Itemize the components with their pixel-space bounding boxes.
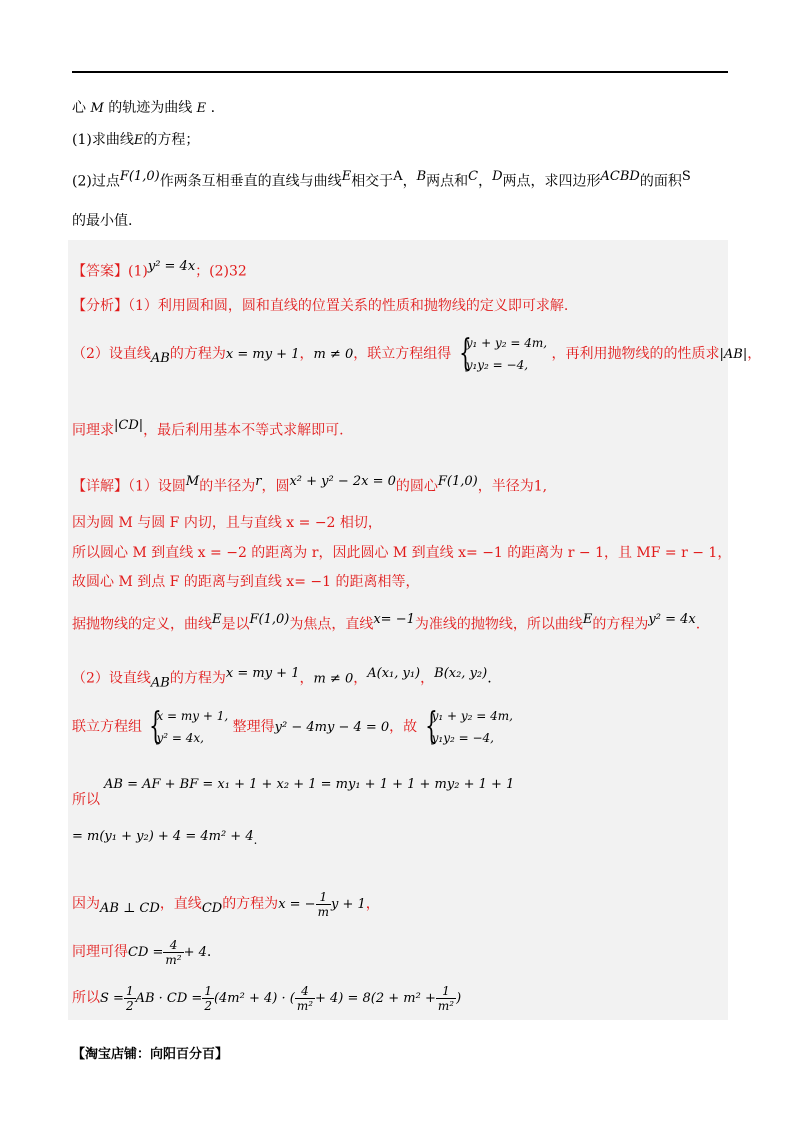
- math-AB: AB: [150, 350, 170, 366]
- fraction: [316, 890, 331, 919]
- math-eq: AB ⊥ CD: [100, 900, 160, 916]
- math-eq: x² + y² − 2x = 0: [289, 474, 396, 489]
- math-E: E: [582, 612, 593, 627]
- numerator: 1: [204, 983, 212, 998]
- math-AB: AB: [150, 675, 170, 691]
- math-eq: CD =: [128, 945, 164, 960]
- text: .: [487, 670, 492, 687]
- text: ，联立方程组得: [353, 346, 452, 362]
- text: 联立方程组: [72, 719, 142, 735]
- math-E: E: [133, 133, 144, 148]
- text: （2）设直线: [72, 670, 151, 687]
- text: 为焦点，直线: [289, 616, 374, 633]
- text: ，半径为1,: [477, 478, 548, 495]
- text: 整理得: [232, 719, 275, 735]
- text: 的最小值.: [72, 213, 133, 229]
- math-eq: + 4) = 8(2 + m² +: [315, 991, 436, 1006]
- text: 的轨迹为曲线: [108, 100, 193, 116]
- math-E: E: [341, 169, 352, 184]
- math-F-point: F(1,0): [437, 474, 478, 489]
- equation-system: [146, 705, 228, 749]
- detail-part2-line-7: [72, 978, 461, 1019]
- detail-part2-line-2: [72, 705, 513, 750]
- text: 因为: [72, 896, 100, 912]
- math-point-A: A(x₁, y₁): [367, 666, 421, 681]
- math-eq: x = my + 1: [225, 347, 300, 362]
- math-point-B: B(x₂, y₂): [434, 666, 488, 681]
- text: .: [210, 100, 216, 116]
- analysis-line-1: [72, 296, 568, 316]
- math-S: S: [681, 169, 691, 184]
- numerator: 1: [125, 983, 134, 998]
- text: 同理求: [72, 422, 114, 439]
- text: 的方程为: [169, 670, 226, 687]
- math-C: C: [468, 169, 479, 184]
- numerator: 4: [295, 984, 315, 999]
- text: 为准线的抛物线，所以曲线: [414, 616, 583, 633]
- math-ACBD: ACBD: [600, 169, 640, 184]
- text: 的方程为: [222, 896, 279, 912]
- fraction: [163, 938, 183, 967]
- analysis-line-2: [72, 332, 761, 376]
- text: ，: [299, 346, 314, 362]
- text: 相交于: [351, 173, 394, 190]
- text: 的半径为: [199, 478, 256, 495]
- text: .: [206, 944, 212, 960]
- text: 两点，求四边形: [502, 173, 601, 190]
- system-row: { y₁ + y₂ = 4m,: [431, 709, 513, 723]
- detail-label: 【详解】: [72, 478, 128, 495]
- problem-line-0: [72, 98, 215, 119]
- text: 所以: [72, 990, 100, 1006]
- answer-label: 【答案】(1): [72, 263, 148, 280]
- fraction: [436, 984, 456, 1013]
- text: ，: [365, 896, 380, 912]
- math-CD: CD: [201, 900, 223, 916]
- denominator: m²: [165, 952, 182, 967]
- math-eq: AB · CD =: [135, 991, 203, 1006]
- equation-system: [456, 332, 547, 376]
- text: 的方程为: [592, 616, 649, 633]
- system-row: { y₁ + y₂ = 4m,: [465, 336, 548, 350]
- analysis-label: 【分析】: [72, 298, 128, 314]
- text: ，最后利用基本不等式求解即可.: [143, 422, 344, 439]
- text: 的面积: [639, 173, 682, 190]
- numerator: 1: [316, 890, 331, 905]
- fraction: [124, 984, 136, 1013]
- math-eq: y² = 4x: [147, 259, 196, 274]
- math-F-point: F(1,0): [119, 169, 160, 184]
- math-E: E: [196, 101, 207, 116]
- text: （1）利用圆和圆，圆和直线的位置关系的性质和抛物线的定义即可求解.: [128, 298, 569, 314]
- math-eq: y + 1: [330, 897, 366, 912]
- denominator: m: [317, 904, 329, 919]
- math-D: D: [492, 169, 503, 184]
- detail-line-5: [72, 610, 700, 635]
- detail-line-3: [72, 543, 731, 563]
- detail-part2-line-6: [72, 932, 211, 973]
- denominator: 2: [125, 998, 134, 1013]
- text: ，故: [389, 719, 418, 735]
- math-A: A: [393, 169, 403, 184]
- denominator: m²: [296, 998, 314, 1013]
- math-E: E: [212, 612, 222, 627]
- detail-part2-label-so: [72, 790, 100, 810]
- detail-part2-line-4: [72, 826, 257, 850]
- math-eq: S =: [100, 991, 124, 1006]
- text: 的方程；: [143, 132, 200, 148]
- math-eq: + 4: [183, 945, 207, 960]
- math-eq: = m(y₁ + y₂) + 4 = 4m² + 4: [72, 829, 254, 844]
- fraction: [295, 984, 315, 1013]
- text: ，: [402, 173, 417, 190]
- math-r: r: [255, 474, 262, 489]
- detail-part2-line-3: [104, 774, 514, 795]
- system-row: y₁y₂ = −4,: [465, 358, 529, 372]
- math-eq: m ≠ 0: [313, 671, 354, 687]
- math-eq: x= −1: [373, 612, 415, 627]
- text: 同理可得: [72, 944, 128, 960]
- math-eq: ): [456, 991, 462, 1006]
- math-abs-CD: |CD|: [114, 418, 144, 433]
- footer-shop: 【淘宝店铺：向阳百分百】: [72, 1047, 229, 1062]
- text: ，直线: [159, 896, 202, 912]
- question-2: [72, 167, 691, 192]
- answer-line: [72, 257, 247, 282]
- detail-line-4: [72, 572, 419, 592]
- text: 据抛物线的定义，曲线: [72, 616, 212, 633]
- text: 因为圆 M 与圆 F 内切，且与直线 x = −2 相切，: [72, 515, 382, 531]
- math-M: M: [185, 474, 200, 489]
- detail-line-1: [72, 472, 547, 497]
- text: .: [253, 832, 258, 847]
- text: ；(2)32: [195, 263, 247, 280]
- denominator: 2: [204, 998, 212, 1013]
- text: 作两条互相垂直的直线与曲线: [159, 173, 342, 190]
- numerator: 1: [436, 984, 456, 999]
- denominator: m²: [437, 998, 455, 1013]
- text: 故圆心 M 到点 F 的距离与到直线 x= −1 的距离相等，: [72, 574, 420, 590]
- detail-line-2: [72, 513, 382, 533]
- math-eq: m ≠ 0: [313, 347, 354, 362]
- text: ，再利用抛物线的的性质求: [551, 346, 720, 362]
- system-row: y₁y₂ = −4,: [431, 731, 494, 745]
- math-eq: y² = 4x: [648, 612, 696, 627]
- text: ，: [747, 346, 762, 362]
- text: ，: [420, 670, 435, 687]
- text: ，圆: [261, 478, 290, 495]
- text: 心: [72, 100, 86, 116]
- math-eq: x = my + 1: [225, 666, 300, 681]
- question-1: [72, 130, 199, 151]
- text: (2)过点: [72, 173, 120, 190]
- question-2-cont: [72, 211, 132, 231]
- text: 的方程为: [169, 346, 226, 362]
- math-abs-AB: |AB|: [719, 347, 748, 362]
- text: ，: [478, 173, 493, 190]
- math-F-point: F(1,0): [249, 612, 290, 627]
- math-eq: AB = AF + BF = x₁ + 1 + x₂ + 1 = my₁ + 1 + 1 + my₂ + 1 + 1: [104, 777, 515, 792]
- detail-part2-line-1: [72, 664, 492, 693]
- detail-part2-line-5: [72, 884, 380, 929]
- text: 是以: [221, 616, 250, 633]
- fraction: [202, 984, 214, 1013]
- math-B: B: [416, 169, 427, 184]
- header-rule: [72, 71, 728, 73]
- text: （1）设圆: [128, 478, 186, 495]
- text: .: [695, 616, 701, 633]
- math-eq: x = −: [278, 897, 316, 912]
- text: (1)求曲线: [72, 132, 134, 148]
- numerator: 4: [163, 938, 183, 953]
- equation-system: [422, 705, 513, 749]
- text: ，: [353, 670, 368, 687]
- text: 所以圆心 M 到直线 x = −2 的距离为 r，因此圆心 M 到直线 x= −1 的距离为 r − 1，且 MF = r − 1，: [72, 545, 732, 561]
- text: ，: [299, 670, 314, 687]
- system-row: { x = my + 1,: [156, 709, 229, 723]
- text: （2）设直线: [72, 346, 151, 362]
- text: 所以: [72, 792, 100, 808]
- system-row: y² = 4x,: [156, 731, 204, 745]
- text: 两点和: [426, 173, 469, 190]
- math-eq: y² − 4my − 4 = 0: [274, 720, 390, 735]
- math-M: M: [90, 101, 104, 116]
- text: 的圆心: [395, 478, 438, 495]
- math-eq: (4m² + 4) · (: [213, 991, 295, 1006]
- analysis-line-3: [72, 416, 344, 441]
